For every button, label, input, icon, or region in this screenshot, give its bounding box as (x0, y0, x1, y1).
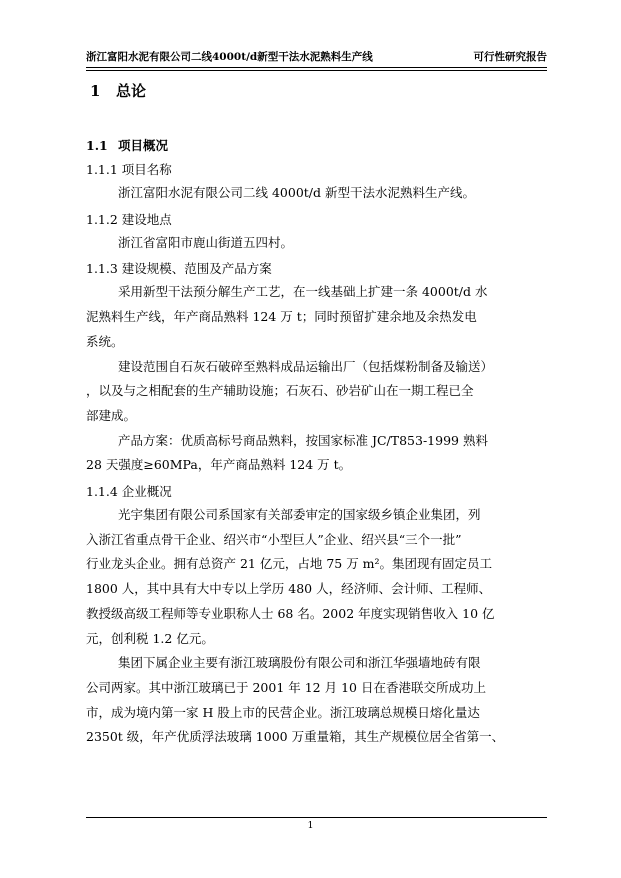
section-title: 项目概况 (118, 138, 169, 153)
chapter-title: 总论 (116, 82, 147, 100)
paragraph-line: 行业龙头企业。拥有总资产 21 亿元，占地 75 万 m²。集团现有固定员工 (86, 556, 493, 572)
subsection-heading: 1.1.1 项目名称 (86, 162, 172, 177)
footer-rule (86, 817, 547, 818)
paragraph-line: 产品方案：优质高标号商品熟料，按国家标准 JC/T853-1999 熟料 (118, 432, 488, 448)
subsection-heading: 1.1.2 建设地点 (86, 211, 172, 227)
body-paragraph (86, 181, 548, 206)
paragraph-line: 集团下属企业主要有浙江玻璃股份有限公司和浙江华强墙地砖有限 (118, 655, 481, 671)
paragraph-line: 1800 人，其中具有大中专以上学历 480 人，经济师、会计师、工程师、 (86, 581, 492, 597)
paragraph-line: 28 天强度≥60MPa，年产商品熟料 124 万 t。 (86, 457, 352, 473)
body-paragraph (86, 280, 548, 354)
paragraph-line: 元，创利税 1.2 亿元。 (86, 630, 214, 646)
paragraph-line: 采用新型干法预分解生产工艺，在一线基础上扩建一条 4000t/d 水 (118, 284, 488, 300)
page-body (86, 78, 548, 750)
subsection-heading: 1.1.4 企业概况 (86, 484, 172, 500)
paragraph-line: 公司两家。其中浙江玻璃已于 2001 年 12 月 10 日在香港联交所成功上 (86, 679, 486, 695)
paragraph-line: 泥熟料生产线，年产商品熟料 124 万 t；同时预留扩建余地及余热发电 (86, 309, 477, 325)
paragraph-line: 2350t 级，年产优质浮法玻璃 1000 万重量箱，其生产规模位居全省第一、 (86, 729, 505, 745)
body-paragraph (86, 355, 548, 429)
section-heading (86, 136, 548, 156)
body-paragraph (86, 651, 548, 750)
chapter-number: 1 (90, 82, 101, 100)
chapter-heading (86, 78, 548, 104)
body-paragraph (86, 231, 548, 256)
paragraph-line: 部建成。 (86, 407, 137, 423)
section-number: 1.1 (86, 138, 108, 153)
paragraph-line: 教授级高级工程师等专业职称人士 68 名。2002 年度实现销售收入 10 亿 (86, 605, 495, 621)
paragraph-line: 浙江省富阳市鹿山街道五四村。 (118, 234, 294, 250)
body-paragraph (86, 429, 548, 478)
paragraph-line: 市，成为境内第一家 H 股上市的民营企业。浙江玻璃总规模日熔化量达 (86, 704, 480, 720)
paragraph-line: 光宇集团有限公司系国家有关部委审定的国家级乡镇企业集团，列 (118, 507, 481, 523)
header-rule (86, 67, 547, 71)
body-paragraph (86, 503, 548, 651)
header-document-title: 浙江富阳水泥有限公司二线4000t/d新型干法水泥熟料生产线 (86, 51, 373, 63)
running-header (86, 48, 547, 66)
paragraph-line: ，以及与之相配套的生产辅助设施；石灰石、砂岩矿山在一期工程已全 (86, 383, 474, 399)
subsection-heading: 1.1.3 建设规模、范围及产品方案 (86, 261, 272, 277)
paragraph-line: 浙江富阳水泥有限公司二线 4000t/d 新型干法水泥熟料生产线。 (118, 185, 475, 200)
page-number: 1 (307, 820, 314, 831)
subsections (86, 159, 548, 750)
header-report-type: 可行性研究报告 (473, 51, 547, 63)
paragraph-line: 入浙江省重点骨干企业、绍兴市“小型巨人”企业、绍兴县“三个一批” (86, 531, 462, 547)
paragraph-line: 建设范围自石灰石破碎至熟料成品运输出厂（包括煤粉制备及输送） (118, 358, 494, 374)
paragraph-line: 系统。 (86, 333, 124, 349)
